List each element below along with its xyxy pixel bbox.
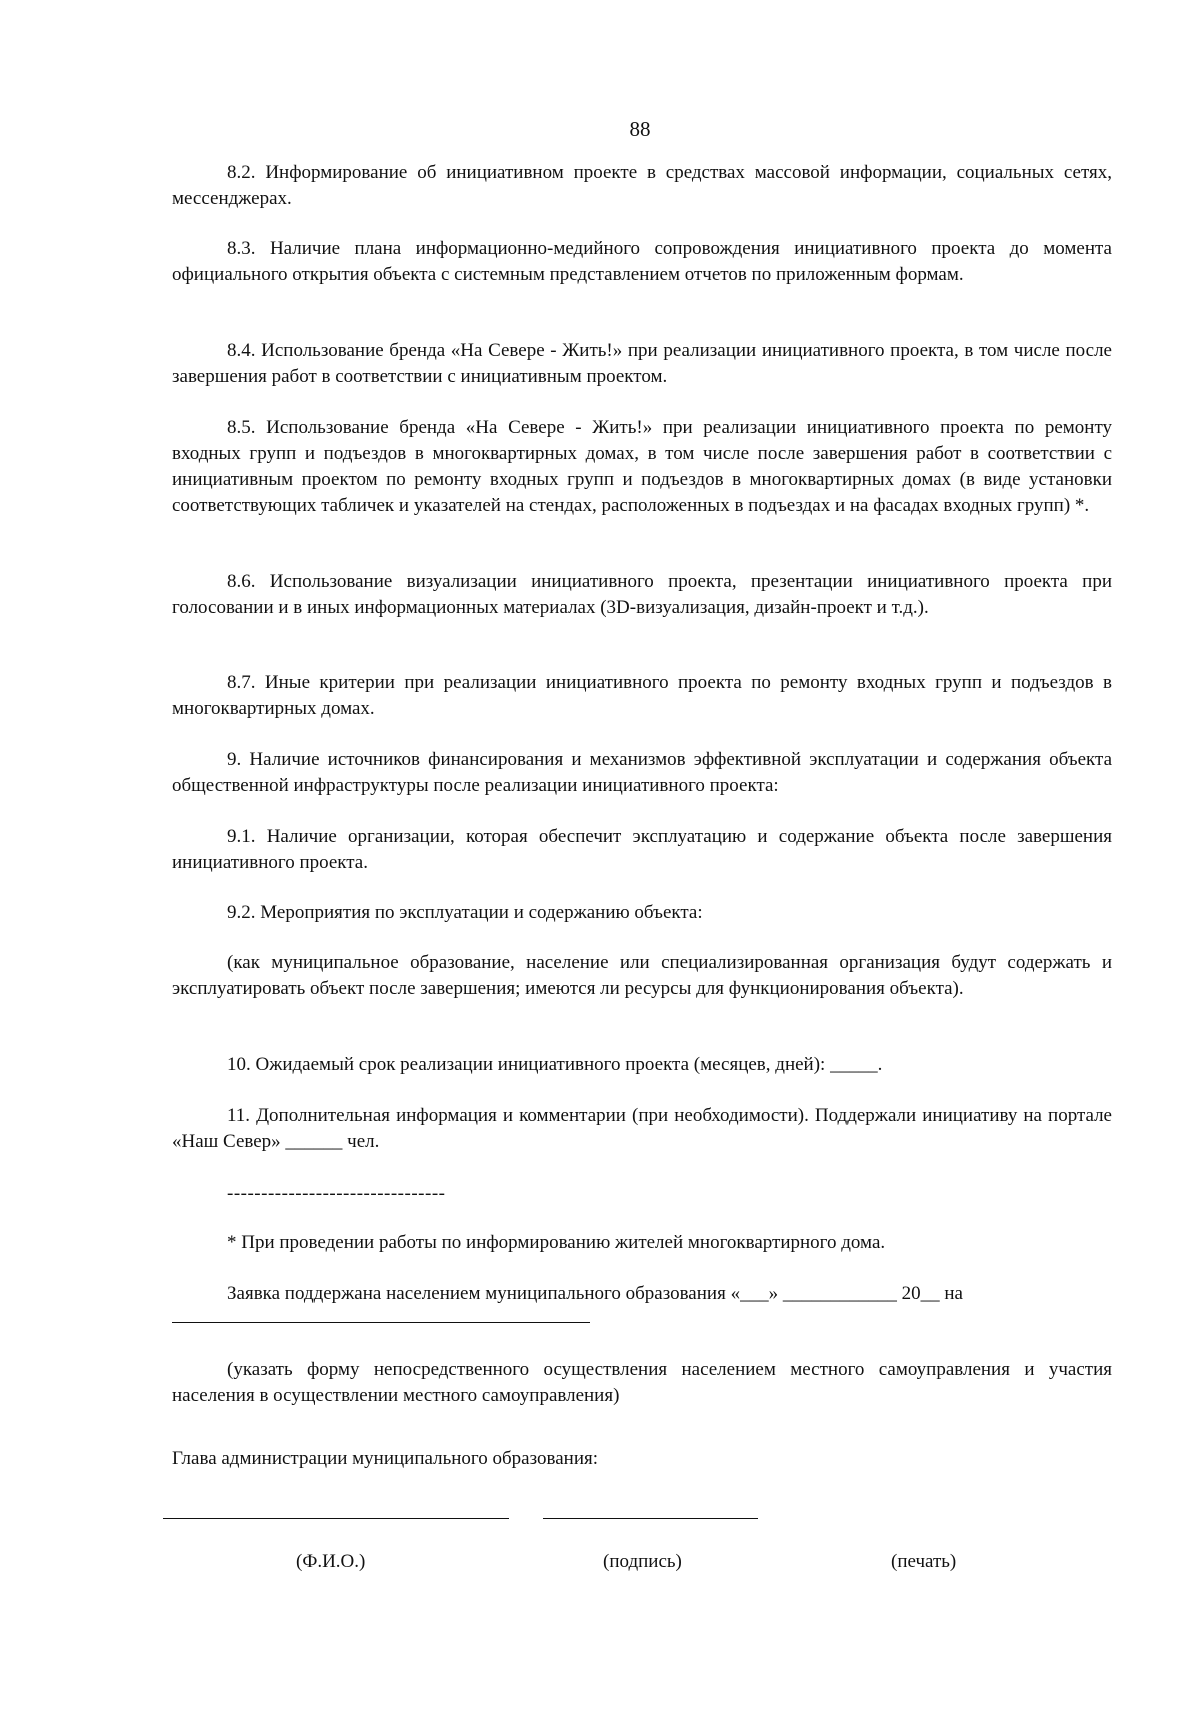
- fio-line: [163, 1518, 509, 1519]
- support-form-line: [172, 1322, 590, 1323]
- paragraph-8-2: 8.2. Информирование об инициативном проекте в средствах массовой информации, социальных сетях, мессенджерах.: [172, 162, 1112, 209]
- paragraph-8-7: 8.7. Иные критерии при реализации инициативного проекта по ремонту входных групп и подъездов в многоквартирных домах.: [172, 672, 1112, 719]
- paragraph-10: 10. Ожидаемый срок реализации инициативного проекта (месяцев, дней): _____.: [227, 1054, 883, 1075]
- paragraph-8-3: 8.3. Наличие плана информационно-медийного сопровождения инициативного проекта до момента официального открытия объекта с системным представлением отчетов по приложенным формам.: [172, 238, 1112, 285]
- support-note: (указать форму непосредственного осуществления населением местного самоуправления и участия населения в осуществлении местного самоуправления): [172, 1359, 1112, 1406]
- paragraph-9: 9. Наличие источников финансирования и механизмов эффективной эксплуатации и содержания объекта общественной инфраструктуры после реализации инициативного проекта:: [172, 749, 1112, 796]
- support-statement: Заявка поддержана населением муниципального образования «___» ____________ 20__ на: [227, 1283, 963, 1304]
- footnote-separator: --------------------------------: [227, 1183, 446, 1204]
- paragraph-8-6: 8.6. Использование визуализации инициативного проекта, презентации инициативного проекта при голосовании и в иных информационных материалах (3D-визуализация, дизайн-проект и т.д.).: [172, 571, 1112, 618]
- seal-caption: (печать): [891, 1551, 957, 1572]
- paragraph-9-1: 9.1. Наличие организации, которая обеспечит эксплуатацию и содержание объекта после завершения инициативного проекта.: [172, 826, 1112, 873]
- paragraph-11: 11. Дополнительная информация и комментарии (при необходимости). Поддержали инициативу на портале «Наш Север» ______ чел.: [172, 1105, 1112, 1152]
- paragraph-8-5: 8.5. Использование бренда «На Севере - Жить!» при реализации инициативного проекта по ремонту входных групп и подъездов в многоквартирных домах, в том числе после завершения работ в соответствии с инициативным проектом по ремонту входных групп и подъездов в многоквартирных домах (в виде установки соответствующих табличек и указателей на стендах, расположенных в подъездах и на фасадах входных групп) *.: [172, 417, 1112, 516]
- signature-caption: (подпись): [603, 1551, 682, 1572]
- paragraph-9-2-note: (как муниципальное образование, население или специализированная организация будут содержать и эксплуатировать объект после завершения; имеются ли ресурсы для функционирования объекта).: [172, 952, 1112, 999]
- page-number: 88: [629, 117, 651, 141]
- signature-line: [543, 1518, 758, 1519]
- head-of-administration: Глава администрации муниципального образования:: [172, 1448, 599, 1469]
- paragraph-9-2: 9.2. Мероприятия по эксплуатации и содержанию объекта:: [227, 902, 703, 923]
- paragraph-8-4: 8.4. Использование бренда «На Севере - Жить!» при реализации инициативного проекта, в том числе после завершения работ в соответствии с инициативным проектом.: [172, 340, 1112, 387]
- fio-caption: (Ф.И.О.): [296, 1551, 366, 1572]
- footnote: * При проведении работы по информированию жителей многоквартирного дома.: [227, 1232, 886, 1253]
